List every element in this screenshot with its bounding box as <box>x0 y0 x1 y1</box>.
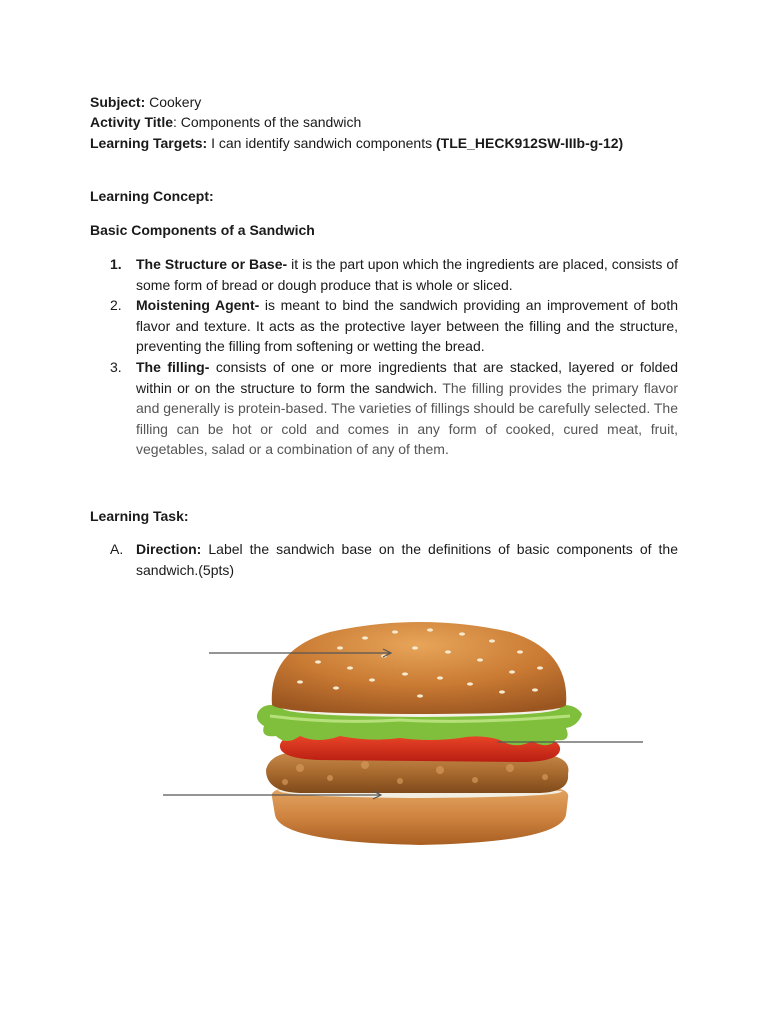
burger-illustration <box>160 618 650 848</box>
subject-value: Cookery <box>149 94 202 110</box>
direction-label: Direction: <box>136 541 202 557</box>
learning-targets-label: Learning Targets: <box>90 135 208 151</box>
direction-text: Label the sandwich base on the definitions of basic components of the sandwich.(5pts) <box>136 541 678 578</box>
task-letter: A. <box>110 541 124 557</box>
item-term: Moistening Agent- <box>136 297 260 313</box>
activity-title-label: Activity Title <box>90 114 173 130</box>
activity-title-value: : Components of the sandwich <box>173 114 362 130</box>
learning-concept-heading: Learning Concept: <box>90 188 214 204</box>
learning-targets-line <box>90 133 623 153</box>
item-definition: is meant to bind the sandwich providing an improvement of both flavor and texture. It acts as the protective layer between the filling and the structure, preventing the filling from softening or wetting the bread. <box>136 297 678 355</box>
item-definition: consists of one or more ingredients that are stacked, layered or folded within or on the structure to form the sandwich. <box>136 359 678 396</box>
item-number: 1. <box>110 256 122 272</box>
learning-targets-value: I can identify sandwich components <box>211 135 433 151</box>
learning-targets-code: (TLE_HECK912SW-IIIb-g-12) <box>436 135 624 151</box>
item-term: The Structure or Base- <box>136 256 288 272</box>
item-number: 3. <box>110 359 122 375</box>
component-item-filling <box>110 357 678 460</box>
task-direction <box>110 539 678 580</box>
item-number: 2. <box>110 297 122 313</box>
item-definition-continued: The filling provides the primary flavor and generally is protein-based. The varieties of fillings should be carefully selected. The filling can be hot or cold and comes in any form of cooked, cured meat, fruit, vegetables, salad or a combination of any of them. <box>136 379 678 458</box>
learning-task-heading: Learning Task: <box>90 508 189 524</box>
component-item-moistening-agent <box>110 295 678 357</box>
item-term: The filling- <box>136 359 210 375</box>
component-item-structure <box>110 254 678 295</box>
item-definition: it is the part upon which the ingredients are placed, consists of some form of bread or dough produce that is whole or sliced. <box>136 256 678 293</box>
activity-title-line <box>90 112 361 132</box>
top-bun <box>272 622 566 714</box>
subject-line <box>90 92 201 112</box>
basic-components-heading: Basic Components of a Sandwich <box>90 222 315 238</box>
subject-label: Subject: <box>90 94 146 110</box>
